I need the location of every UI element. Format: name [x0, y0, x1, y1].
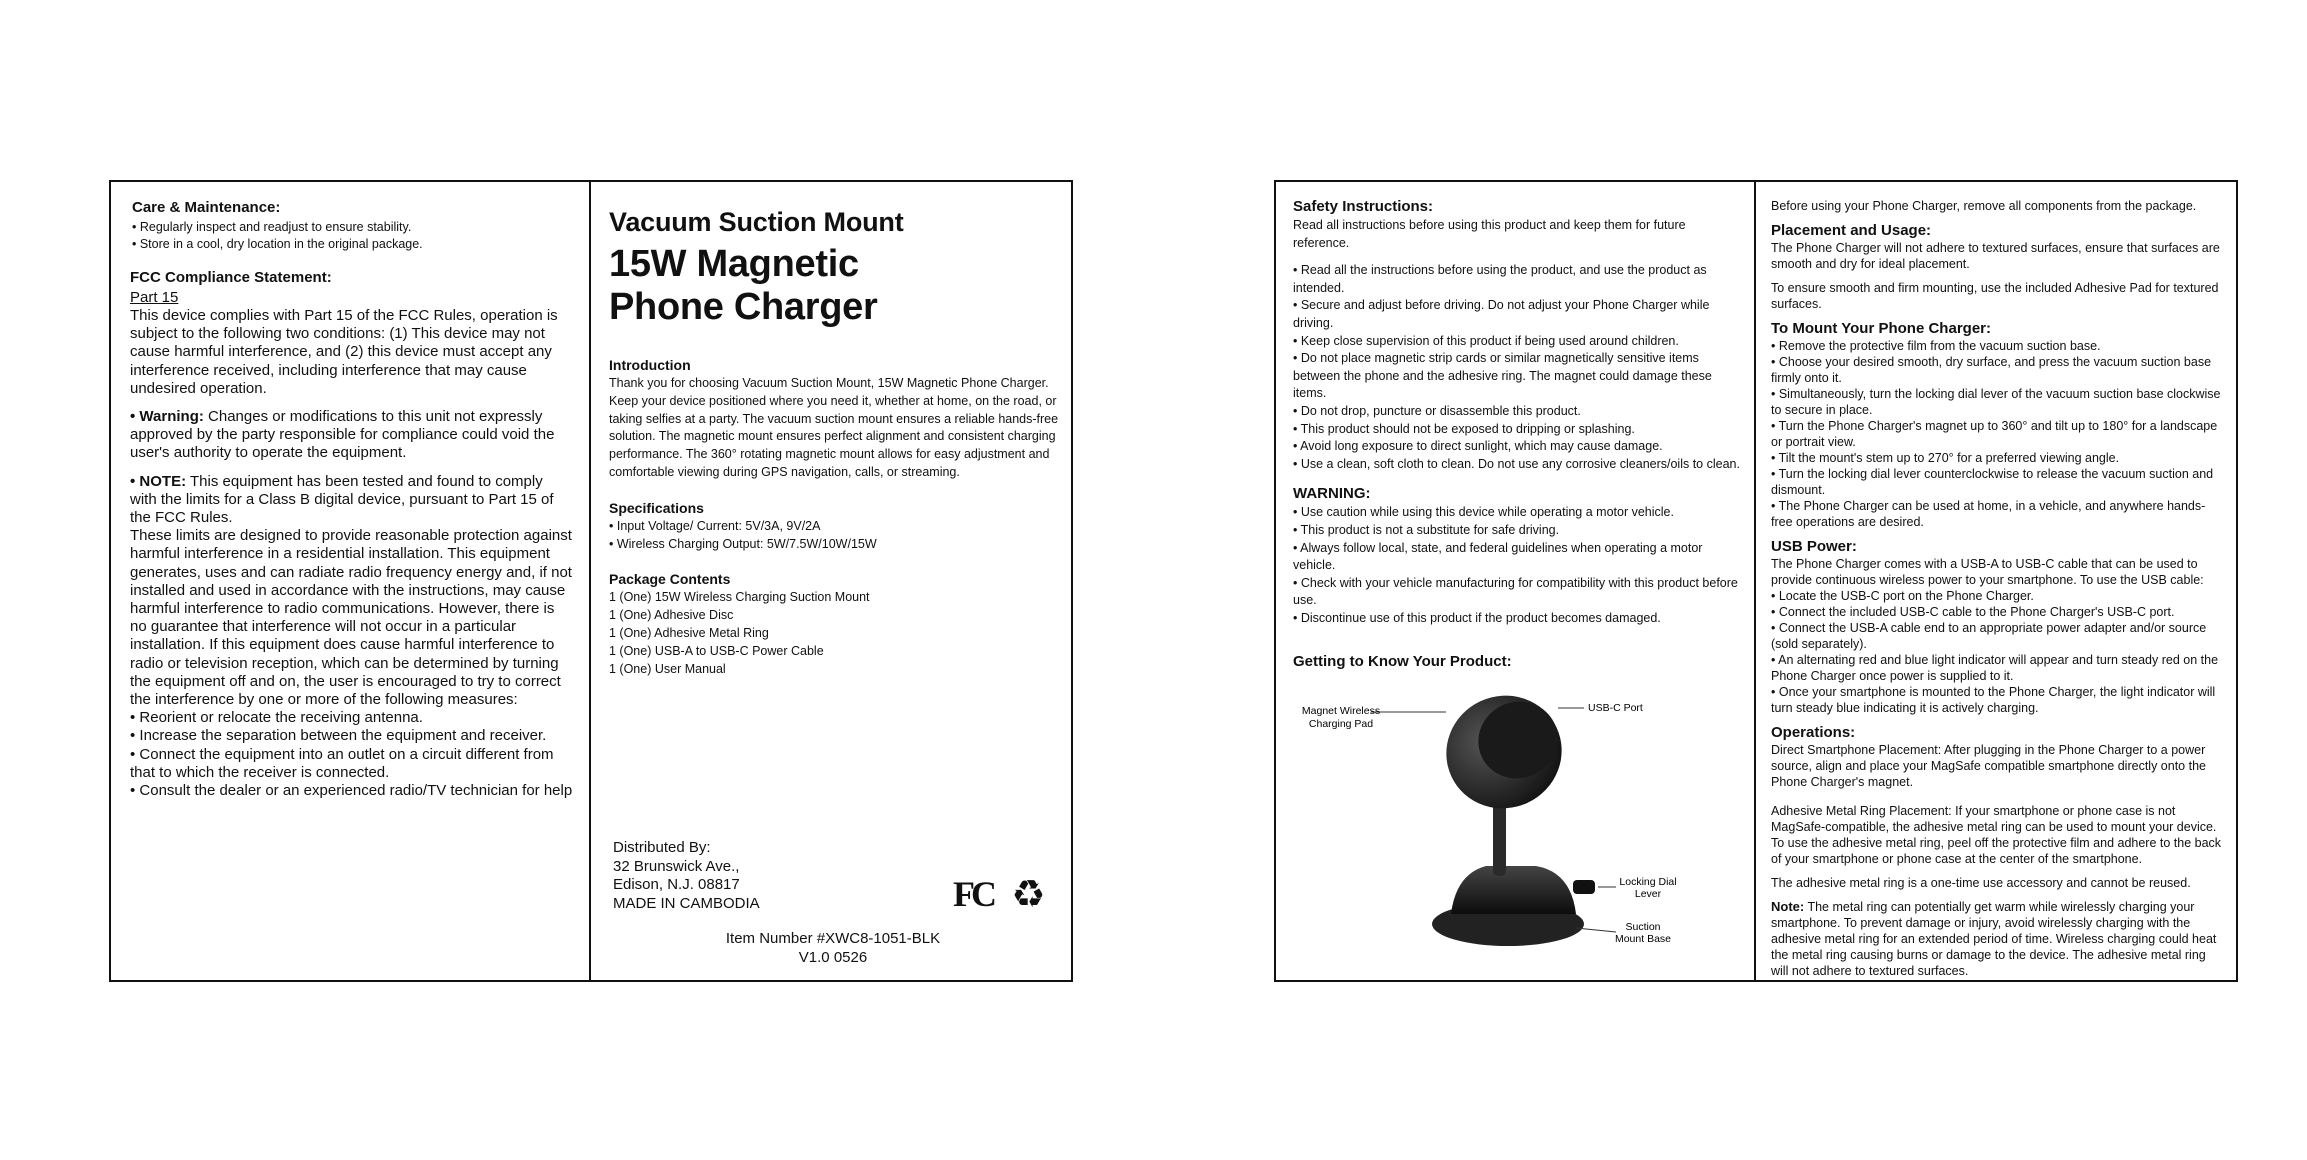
placement-text: To ensure smooth and firm mounting, use the included Adhesive Pad for textured surfaces. — [1771, 281, 2219, 311]
operations-text: Direct Smartphone Placement: After plugging in the Phone Charger to a power source, align and place your MagSafe compatible smartphone directly onto the Phone Charger's magnet. — [1771, 743, 2206, 789]
fcc-measure: • Consult the dealer or an experienced radio/TV technician for help — [130, 782, 573, 800]
usb-item: • Connect the included USB-C cable to the Phone Charger's USB-C port. — [1771, 605, 2175, 619]
safety-item: • Keep close supervision of this product if being used around children. — [1293, 333, 1679, 348]
mount-heading: To Mount Your Phone Charger: — [1771, 320, 1991, 337]
care-item: • Regularly inspect and readjust to ensure stability. — [132, 220, 412, 234]
safety-panel — [1276, 182, 1754, 980]
fcc-measure: • Increase the separation between the equipment and receiver. — [130, 727, 547, 745]
usb-intro: The Phone Charger comes with a USB-A to USB-C cable that can be used to provide continuous wireless power to your smartphone. To use the USB cable: — [1771, 557, 2204, 587]
distributor-line: Edison, N.J. 08817 — [613, 876, 740, 894]
left-sheet — [109, 180, 1073, 982]
suction-base-shape — [1451, 866, 1576, 914]
fcc-part: Part 15 — [130, 289, 179, 306]
label-locking-dial-line1: Locking Dial — [1619, 876, 1677, 888]
fcc-paragraph: These limits are designed to provide reasonable protection against harmful interference in a residential installation. This equipment generates, uses and can radiate radio frequency energy and, if not installed and used in accordance with the instructions, may cause harmful interference to radio communications. However, there is no guarantee that interference will not occur in a particular installation. If this equipment does cause harmful interference to radio or television reception, which can be determined by turning the equipment off and on, the user is encouraged to try to correct the interference by one or more of the following measures: — [130, 527, 572, 709]
warning-item: • Always follow local, state, and federal guidelines when operating a motor vehicle. — [1293, 540, 1703, 573]
fcc-paragraph: This device complies with Part 15 of the FCC Rules, operation is subject to the following two conditions: (1) This device may not cause harmful interference, and (2) this device must accept any interference received, including interference that may cause undesired operation. — [130, 307, 558, 397]
note-text: The metal ring can potentially get warm while wirelessly charging your smartphone. To prevent damage or injury, avoid wirelessly charging with the adhesive metal ring for an extended period of time. Wireless charging could heat the metal ring causing burns or damage to the device. The adhesive metal ring will not adhere to textured surfaces. — [1771, 900, 2217, 978]
safety-item: • Secure and adjust before driving. Do not adjust your Phone Charger while driving. — [1293, 298, 1710, 330]
product-subtitle: Vacuum Suction Mount — [609, 207, 904, 237]
operations-heading: Operations: — [1771, 724, 1856, 741]
usage-intro: Before using your Phone Charger, remove all components from the package. — [1771, 199, 2197, 213]
label-suction-base-line1: Suction — [1625, 921, 1661, 933]
warning-item: • Use caution while using this device while operating a motor vehicle. — [1293, 505, 1674, 520]
operations-note — [1771, 899, 2226, 979]
warning-item: • Discontinue use of this product if the product becomes damaged. — [1293, 610, 1661, 625]
safety-item: • This product should not be exposed to dripping or splashing. — [1293, 421, 1635, 436]
leader-line — [1576, 928, 1616, 932]
item-number: Item Number #XWC8-1051-BLK — [725, 930, 941, 947]
fcc-panel — [111, 182, 591, 980]
distributor-line: 32 Brunswick Ave., — [613, 857, 740, 875]
fcc-measure: • Connect the equipment into an outlet on a circuit different from that to which the receiver is connected. — [130, 745, 554, 781]
safety-item: • Do not drop, puncture or disassemble this product. — [1293, 403, 1581, 418]
label-locking-dial-line2: Lever — [1634, 888, 1662, 900]
placement-heading: Placement and Usage: — [1771, 222, 1932, 239]
package-item: 1 (One) USB-A to USB-C Power Cable — [609, 643, 824, 658]
mount-item: • Choose your desired smooth, dry surface, and press the vacuum suction base firmly onto it. — [1771, 355, 2212, 385]
mount-item: • Turn the locking dial lever counterclockwise to release the vacuum suction and dismount. — [1771, 467, 2214, 497]
usb-item: • Once your smartphone is mounted to the Phone Charger, the light indicator will turn steady blue indicating it is actively charging. — [1771, 685, 2216, 715]
safety-intro: Read all instructions before using this product and keep them for future reference. — [1293, 218, 1686, 250]
label-usbc-port: USB-C Port — [1588, 702, 1643, 714]
operations-text: The adhesive metal ring is a one-time use accessory and cannot be reused. — [1771, 876, 2191, 890]
care-heading: Care & Maintenance: — [132, 199, 281, 216]
spec-item: • Wireless Charging Output: 5W/7.5W/10W/15W — [609, 536, 877, 551]
care-item: • Store in a cool, dry location in the original package. — [132, 237, 423, 251]
fcc-note-text: This equipment has been tested and found to comply with the limits for a Class B digital device, pursuant to Part 15 of the FCC Rules. — [130, 472, 554, 527]
front-panel — [593, 182, 1073, 980]
safety-item: • Read all the instructions before using the product, and use the product as intended. — [1293, 263, 1707, 295]
fcc-heading: FCC Compliance Statement: — [130, 269, 332, 286]
fcc-note — [130, 473, 573, 528]
product-title-line: Phone Charger — [609, 286, 878, 328]
usb-item: • An alternating red and blue light indicator will appear and turn steady red on the Phone Charger once power is supplied to it. — [1771, 653, 2219, 683]
fcc-warning — [130, 408, 573, 463]
usb-heading: USB Power: — [1771, 538, 1857, 555]
product-diagram — [1286, 694, 1726, 969]
right-sheet — [1274, 180, 2238, 982]
intro-text: Thank you for choosing Vacuum Suction Mount, 15W Magnetic Phone Charger. Keep your device positioned where you need it, whether at home, on the road, or taking selfies at a party. The vacuum suction mount ensures a reliable hands-free solution. The magnetic mount ensures perfect alignment and consistent charging performance. The 360° rotating magnetic mount allows for easy adjustment and comfortable viewing during GPS navigation, calls, or streaming. — [609, 376, 1059, 479]
label-charging-pad-line2: Charging Pad — [1308, 718, 1374, 730]
fcc-note-label: • NOTE: — [130, 472, 187, 490]
operations-text: Adhesive Metal Ring Placement: If your smartphone or phone case is not MagSafe-compatible, the adhesive metal ring can be used to mount your device. To use the adhesive metal ring, peel off the protective film and adhere to the back of your smartphone or phone case at the center of the smartphone. — [1771, 804, 2222, 866]
locking-lever-shape — [1573, 880, 1595, 894]
fcc-warning-text: Changes or modifications to this unit not expressly approved by the party responsible for compliance could void the user's authority to operate the equipment. — [130, 408, 555, 462]
safety-heading: Safety Instructions: — [1293, 198, 1434, 215]
intro-heading: Introduction — [609, 357, 691, 373]
warning-item: • This product is not a substitute for safe driving. — [1293, 522, 1560, 537]
recycle-icon: ♻ — [1011, 872, 1046, 916]
mount-item: • The Phone Charger can be used at home, in a vehicle, and anywhere hands-free operations are desired. — [1771, 499, 2206, 529]
distributor-line: MADE IN CAMBODIA — [613, 894, 760, 912]
usb-item: • Locate the USB-C port on the Phone Charger. — [1771, 589, 2034, 603]
safety-item: • Avoid long exposure to direct sunlight, which may cause damage. — [1293, 439, 1663, 454]
spec-heading: Specifications — [609, 499, 704, 516]
fcc-measure: • Reorient or relocate the receiving antenna. — [130, 709, 423, 727]
distributor-block — [613, 839, 760, 913]
certification-logos — [953, 872, 1046, 916]
fcc-warning-label: • Warning: — [130, 408, 204, 426]
usb-item: • Connect the USB-A cable end to an appropriate power adapter and/or source (sold separately). — [1771, 621, 2207, 651]
package-item: 1 (One) User Manual — [609, 661, 726, 676]
safety-item: • Use a clean, soft cloth to clean. Do not use any corrosive cleaners/oils to clean. — [1293, 456, 1740, 471]
version: V1.0 0526 — [798, 948, 868, 966]
note-label: Note: — [1771, 899, 1805, 914]
package-heading: Package Contents — [609, 571, 731, 588]
package-item: 1 (One) 15W Wireless Charging Suction Mount — [609, 590, 870, 605]
product-title-line: 15W Magnetic — [609, 243, 859, 285]
mount-item: • Simultaneously, turn the locking dial lever of the vacuum suction base clockwise to secure in place. — [1771, 387, 2221, 417]
label-charging-pad-line1: Magnet Wireless — [1301, 705, 1381, 717]
distributor-line: Distributed By: — [613, 839, 711, 856]
mount-item: • Turn the Phone Charger's magnet up to 360° and tilt up to 180° for a landscape or portrait view. — [1771, 419, 2218, 449]
placement-text: The Phone Charger will not adhere to textured surfaces, ensure that surfaces are smooth and dry for ideal placement. — [1771, 241, 2220, 271]
spec-item: • Input Voltage/ Current: 5V/3A, 9V/2A — [609, 518, 821, 533]
warning-item: • Check with your vehicle manufacturing for compatibility with this product before use. — [1293, 575, 1738, 608]
label-suction-base-line2: Mount Base — [1614, 933, 1672, 945]
fcc-logo-icon: FC — [953, 874, 993, 914]
usage-panel — [1756, 182, 2240, 980]
product-title — [609, 243, 1059, 329]
package-item: 1 (One) Adhesive Disc — [609, 608, 734, 623]
mount-item: • Tilt the mount's stem up to 270° for a preferred viewing angle. — [1771, 451, 2120, 465]
mount-item: • Remove the protective film from the vacuum suction base. — [1771, 339, 2101, 353]
package-item: 1 (One) Adhesive Metal Ring — [609, 625, 769, 640]
product-overview-heading: Getting to Know Your Product: — [1293, 653, 1512, 671]
safety-item: • Do not place magnetic strip cards or similar magnetically sensitive items between the phone and the adhesive ring. The magnet could damage these items. — [1293, 351, 1712, 401]
warning-heading: WARNING: — [1293, 485, 1371, 503]
item-number-block — [593, 930, 1073, 967]
